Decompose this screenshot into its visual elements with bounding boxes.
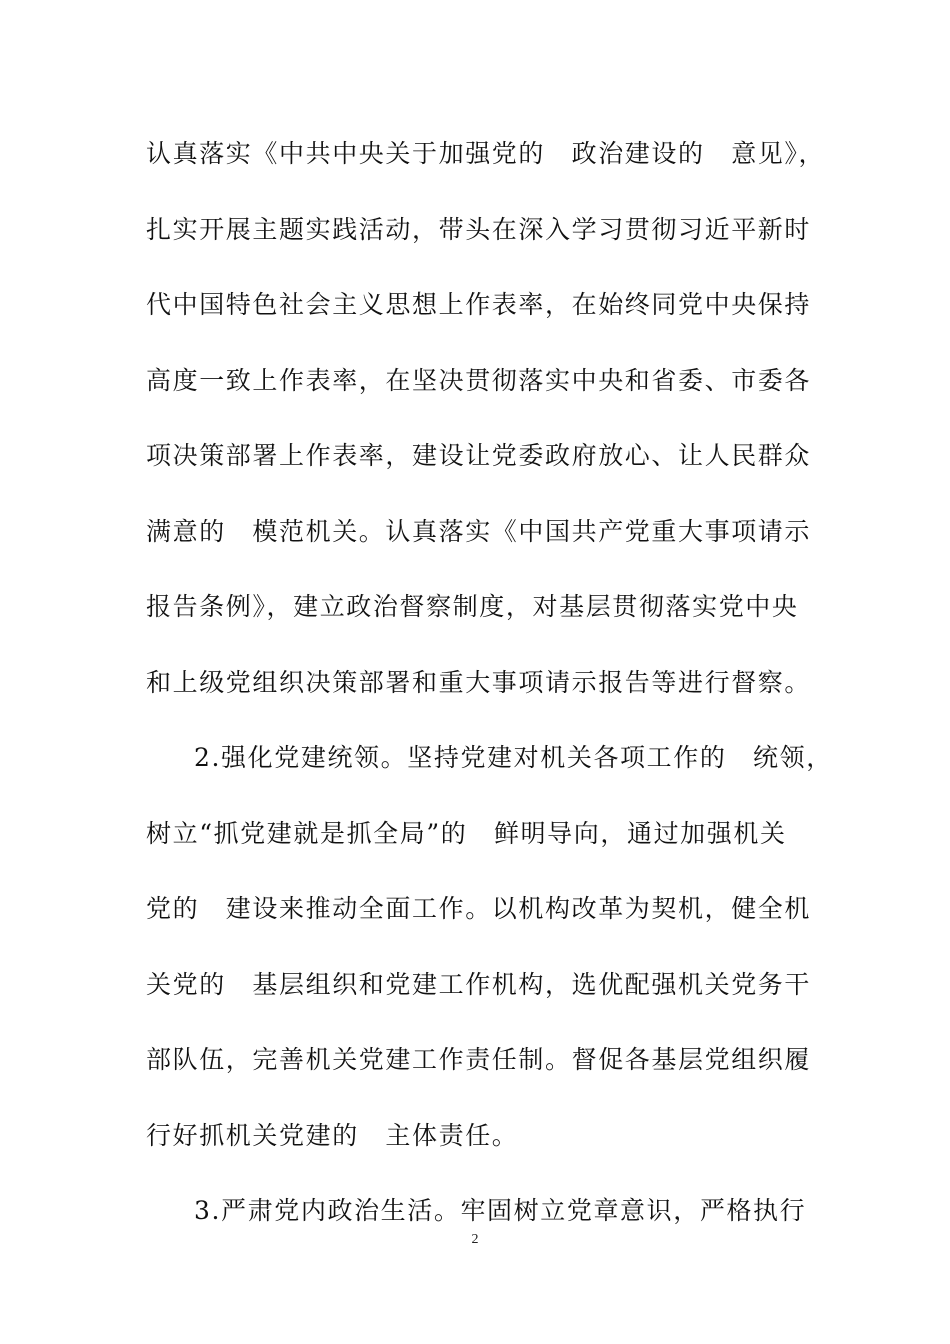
text-line: 项决策部署上作表率，建设让党委政府放心、让人民群众 <box>146 441 812 470</box>
text-line: 和上级党组织决策部署和重大事项请示报告等进行督察。 <box>146 667 812 697</box>
text-line: 报告条例》，建立政治督察制度，对基层贯彻落实党中央 <box>146 592 799 621</box>
text-line: 行好抓机关党建的 主体责任。 <box>146 1120 519 1150</box>
page-number: 2 <box>471 1232 479 1247</box>
body-text <box>146 128 833 1261</box>
text-line: 树立“抓党建就是抓全局”的 鲜明导向，通过加强机关 <box>146 818 787 848</box>
text-line: 高度一致上作表率，在坚决贯彻落实中央和省委、市委各 <box>146 365 812 395</box>
text-line: 认真落实《中共中央关于加强党的 政治建设的 意见》， <box>146 139 826 168</box>
text-line: 关党的 基层组织和党建工作机构，选优配强机关党务干 <box>146 969 812 999</box>
text-line: 扎实开展主题实践活动，带头在深入学习贯彻习近平新时 <box>146 214 812 244</box>
text-line: 代中国特色社会主义思想上作表率，在始终同党中央保持 <box>146 290 812 319</box>
text-line: 满意的 模范机关。认真落实《中国共产党重大事项请示 <box>146 516 812 546</box>
text-line: 部队伍，完善机关党建工作责任制。督促各基层党组织履 <box>146 1045 812 1074</box>
paragraph-start-line: 3.严肃党内政治生活。牢固树立党章意识，严格执行 <box>194 1196 807 1225</box>
text-line: 党的 建设来推动全面工作。以机构改革为契机，健全机 <box>146 894 812 923</box>
paragraph-start-line: 2.强化党建统领。坚持党建对机关各项工作的 统领， <box>194 743 833 772</box>
